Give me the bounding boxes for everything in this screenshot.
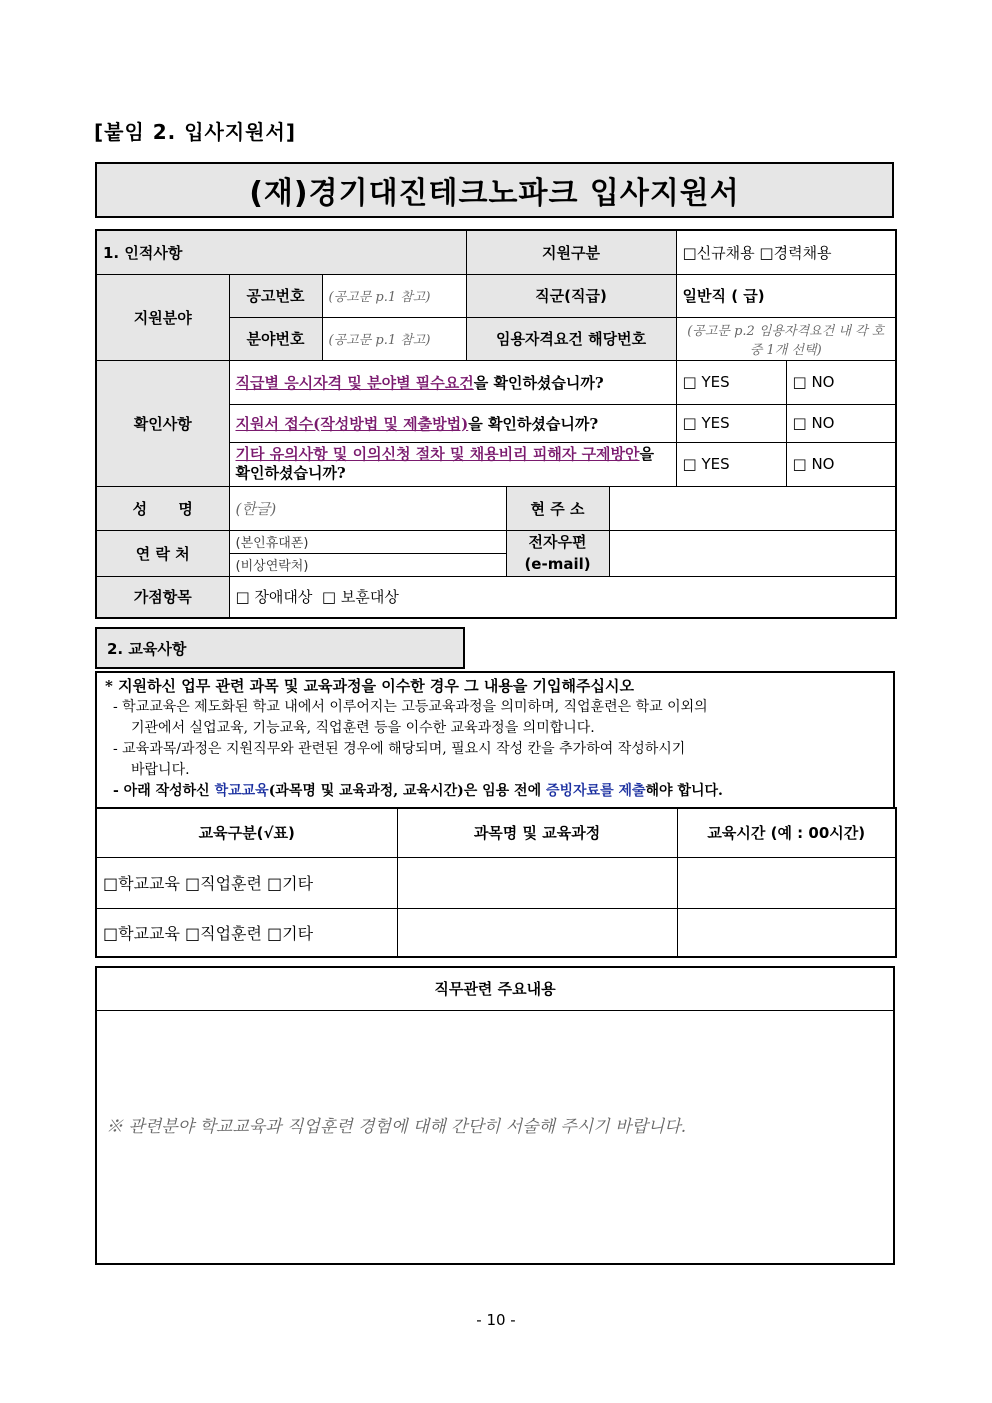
note-3: [105, 781, 885, 802]
note-3-mid: (과목명 및 교육과정, 교육시간)은 임용 전에: [268, 783, 546, 799]
confirm-item-1: [229, 360, 676, 404]
qual-label: 임용자격요건 해당번호: [466, 317, 676, 360]
job-content-field[interactable]: [96, 1010, 894, 1264]
confirm-yes-3[interactable]: □ YES: [676, 442, 786, 486]
page-number: - 10 -: [476, 1311, 516, 1329]
grade-label: 직군(직급): [466, 274, 676, 317]
education-notes: [95, 671, 895, 808]
email-field[interactable]: [609, 530, 896, 576]
name-label: 성 명: [96, 486, 229, 530]
note-3-school: 학교교육: [214, 783, 269, 799]
col-hours: 교육시간 (예 : 00시간): [677, 808, 896, 857]
field-label: 지원분야: [96, 274, 229, 360]
qual-field[interactable]: (공고문 p.2 임용자격요건 내 각 호중 1개 선택): [676, 317, 896, 360]
confirm-no-1[interactable]: □ NO: [786, 360, 896, 404]
note-2a: - 교육과목/과정은 지원직무와 관련된 경우에 해당되며, 필요시 작성 칸을 추가하여 작성하시기: [113, 741, 686, 757]
emergency-field[interactable]: (비상연락처): [229, 553, 506, 576]
confirm-link-1: 직급별 응시자격 및 분야별 필수요건: [235, 373, 474, 392]
job-content-placeholder: ※ 관련분야 학교교육과 직업훈련 경험에 대해 간단히 서술해 주시기 바랍니다.: [106, 1117, 687, 1137]
confirm-no-3[interactable]: □ NO: [786, 442, 896, 486]
bonus-options[interactable]: □ 장애대상 □ 보훈대상: [229, 576, 896, 618]
email-label: [506, 530, 609, 576]
edu-course-row-1[interactable]: [397, 857, 677, 908]
note-1b: 기관에서 실업교육, 기능교육, 직업훈련 등을 이수한 교육과정을 의미합니다.: [131, 720, 595, 736]
edu-course-row-2[interactable]: [397, 908, 677, 957]
confirm-yes-1[interactable]: □ YES: [676, 360, 786, 404]
contact-label: 연 락 처: [96, 530, 229, 576]
education-table: [95, 807, 897, 958]
confirm-item-3: [229, 442, 676, 486]
note-2b: 바랍니다.: [131, 762, 190, 778]
form-title: (재)경기대진테크노파크 입사지원서: [95, 162, 894, 218]
phone-field[interactable]: (본인휴대폰): [229, 530, 506, 553]
attachment-label: [붙임 2. 입사지원서]: [94, 120, 296, 144]
col-course: 과목명 및 교육과정: [397, 808, 677, 857]
address-label: 현 주 소: [506, 486, 609, 530]
email-label-line1: 전자우편: [528, 533, 587, 551]
edu-type-row-1[interactable]: □학교교육 □직업훈련 □기타: [96, 857, 397, 908]
apply-type-label: 지원구분: [466, 230, 676, 274]
section1-heading: 1. 인적사항: [96, 230, 466, 274]
edu-hours-row-1[interactable]: [677, 857, 896, 908]
job-content-heading: 직무관련 주요내용: [96, 967, 894, 1010]
edu-type-row-2[interactable]: □학교교육 □직업훈련 □기타: [96, 908, 397, 957]
confirm-link-3: 기타 유의사항 및 이의신청 절차 및 채용비리 피해자 구제방안: [235, 445, 640, 463]
confirm-link-2: 지원서 접수(작성방법 및 제출방법): [235, 414, 469, 433]
note-3-post: 해야 합니다.: [645, 783, 723, 799]
field-no-label: 분야번호: [229, 317, 322, 360]
note-3-proof: 증빙자료를 제출: [545, 783, 646, 799]
notice-no-field[interactable]: (공고문 p.1 참고): [322, 274, 466, 317]
col-type: 교육구분(√표): [96, 808, 397, 857]
field-no-field[interactable]: (공고문 p.1 참고): [322, 317, 466, 360]
confirm-yes-2[interactable]: □ YES: [676, 404, 786, 442]
note-1a: - 학교교육은 제도화된 학교 내에서 이루어지는 고등교육과정을 의미하며, 직업훈련은 학교 이외의: [113, 699, 708, 715]
apply-type-options[interactable]: □신규채용 □경력채용: [676, 230, 896, 274]
note-3-pre: - 아래 작성하신: [113, 783, 215, 799]
email-label-line2: (e-mail): [524, 555, 591, 573]
address-field[interactable]: [609, 486, 896, 530]
confirm-text-2: 을 확인하셨습니까?: [468, 414, 599, 433]
section2-heading: 2. 교육사항: [95, 627, 465, 669]
edu-hours-row-2[interactable]: [677, 908, 896, 957]
notice-no-label: 공고번호: [229, 274, 322, 317]
confirm-label: 확인사항: [96, 360, 229, 486]
note-main: * 지원하신 업무 관련 과목 및 교육과정을 이수한 경우 그 내용을 기입해주십시오: [105, 677, 634, 695]
confirm-item-2: [229, 404, 676, 442]
personal-info-table: [95, 229, 897, 619]
confirm-text-3: 을 확인하셨습니까?: [235, 445, 655, 482]
name-field[interactable]: (한글): [229, 486, 506, 530]
confirm-no-2[interactable]: □ NO: [786, 404, 896, 442]
grade-field[interactable]: 일반직 ( 급): [676, 274, 896, 317]
confirm-text-1: 을 확인하셨습니까?: [473, 373, 604, 392]
bonus-label: 가점항목: [96, 576, 229, 618]
